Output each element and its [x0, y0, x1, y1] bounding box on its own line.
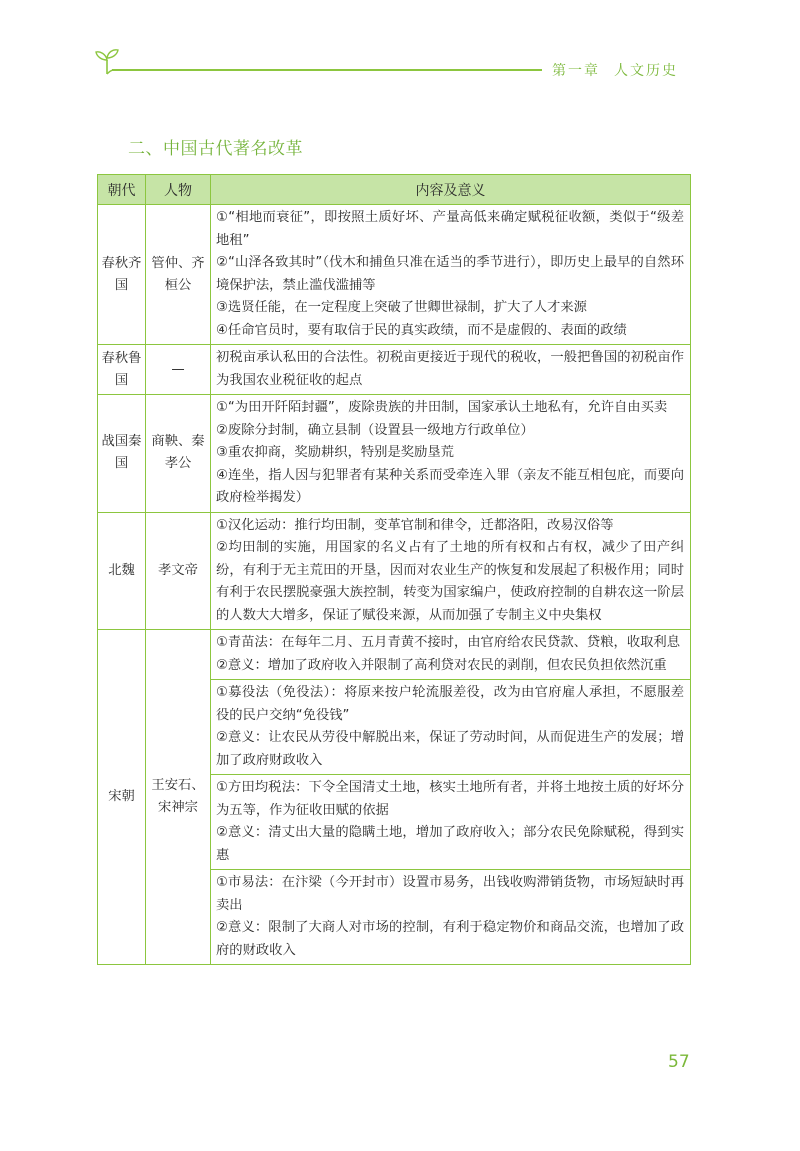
- dynasty-cell: 春秋齐国: [98, 205, 146, 345]
- header-rule: [112, 69, 542, 71]
- content-cell: [211, 680, 691, 775]
- content-line: ②废除分封制，确立县制（设置县一级地方行政单位）: [216, 422, 534, 438]
- person-cell: —: [146, 345, 211, 395]
- content-line: ④连坐，指人因与犯罪者有某种关系而受牵连入罪（亲友不能互相包庇，而要向政府检举揭发）: [216, 467, 684, 505]
- content-line: ②意义：让农民从劳役中解脱出来，保证了劳动时间，从而促进生产的发展；增加了政府财政收入: [216, 730, 684, 768]
- content-line: ①市易法：在汴梁（今开封市）设置市易务，出钱收购滞销货物，市场短缺时再卖出: [216, 875, 684, 913]
- content-cell: [211, 630, 691, 680]
- header-dynasty: 朝代: [98, 175, 146, 205]
- content-line: ③重农抑商，奖励耕织，特别是奖励垦荒: [216, 445, 454, 460]
- table-row: [98, 345, 691, 395]
- table-row: [98, 630, 691, 680]
- content-line: 初税亩承认私田的合法性。初税亩更接近于现代的税收，一般把鲁国的初税亩作为我国农业税征收的起点: [216, 350, 684, 388]
- section-title: 二、中国古代著名改革: [128, 139, 303, 159]
- dynasty-cell: 北魏: [98, 512, 146, 630]
- content-line: ②意义：增加了政府收入并限制了高利贷对农民的剥削，但农民负担依然沉重: [216, 657, 667, 673]
- content-line: ①“相地而衰征”，即按照土质好坏、产量高低来确定赋税征收额，类似于“级差地租”: [216, 210, 684, 248]
- sprout-icon: [94, 46, 120, 76]
- content-cell: [211, 870, 691, 965]
- content-line: ②意义：清丈出大量的隐瞒土地，增加了政府收入；部分农民免除赋税，得到实惠: [216, 825, 684, 863]
- content-line: ②意义：限制了大商人对市场的控制，有利于稳定物价和商品交流，也增加了政府的财政收入: [216, 920, 684, 958]
- content-cell: [211, 775, 691, 870]
- chapter-title: 人文历史: [614, 63, 678, 79]
- content-cell: [211, 395, 691, 513]
- table-row: [98, 395, 691, 513]
- chapter-header: [552, 60, 678, 80]
- page-number: 57: [668, 1052, 690, 1072]
- person-cell: 管仲、齐桓公: [146, 205, 211, 345]
- content-line: ④任命官员时，要有取信于民的真实政绩，而不是虚假的、表面的政绩: [216, 322, 627, 338]
- content-line: ②“山泽各致其时”（伐木和捕鱼只准在适当的季节进行），即历史上最早的自然环境保护法，禁止滥伐滥捕等: [216, 255, 684, 293]
- content-line: ①方田均税法：下令全国清丈土地，核实土地所有者，并将土地按土质的好坏分为五等，作为征收田赋的依据: [216, 780, 684, 818]
- content-line: ①“为田开阡陌封疆”，废除贵族的井田制，国家承认土地私有，允许自由买卖: [216, 400, 668, 415]
- reforms-table: [97, 174, 691, 965]
- content-line: ②均田制的实施，用国家的名义占有了土地的所有权和占有权，减少了田产纠纷，有利于无主荒田的开垦，因而对农业生产的恢复和发展起了积极作用；同时有利于农民摆脱豪强大族控制，转变为国家编户，使政府控制的自耕农这一阶层的人数大大增多，保证了赋役来源，从而加强了专制主义中央集权: [216, 540, 684, 623]
- person-cell: 王安石、宋神宗: [146, 630, 211, 965]
- person-cell: 商鞅、秦孝公: [146, 395, 211, 513]
- content-cell: [211, 205, 691, 345]
- content-line: ①汉化运动：推行均田制，变革官制和律令，迁都洛阳，改易汉俗等: [216, 517, 614, 533]
- dynasty-cell: 春秋鲁国: [98, 345, 146, 395]
- content-cell: [211, 345, 691, 395]
- content-line: ①募役法（免役法）：将原来按户轮流服差役，改为由官府雇人承担，不愿服差役的民户交纳“免役钱”: [216, 685, 684, 723]
- dynasty-cell: 宋朝: [98, 630, 146, 965]
- header-person: 人物: [146, 175, 211, 205]
- content-line: ①青苗法：在每年二月、五月青黄不接时，由官府给农民贷款、贷粮，收取利息: [216, 635, 681, 650]
- dynasty-cell: 战国秦国: [98, 395, 146, 513]
- person-cell: 孝文帝: [146, 512, 211, 630]
- table-row: [98, 205, 691, 345]
- header-content: 内容及意义: [211, 175, 691, 205]
- table-row: [98, 512, 691, 630]
- content-cell: [211, 512, 691, 630]
- chapter-number: 第一章: [552, 63, 600, 79]
- table-header-row: [98, 175, 691, 205]
- content-line: ③选贤任能，在一定程度上突破了世卿世禄制，扩大了人才来源: [216, 300, 587, 315]
